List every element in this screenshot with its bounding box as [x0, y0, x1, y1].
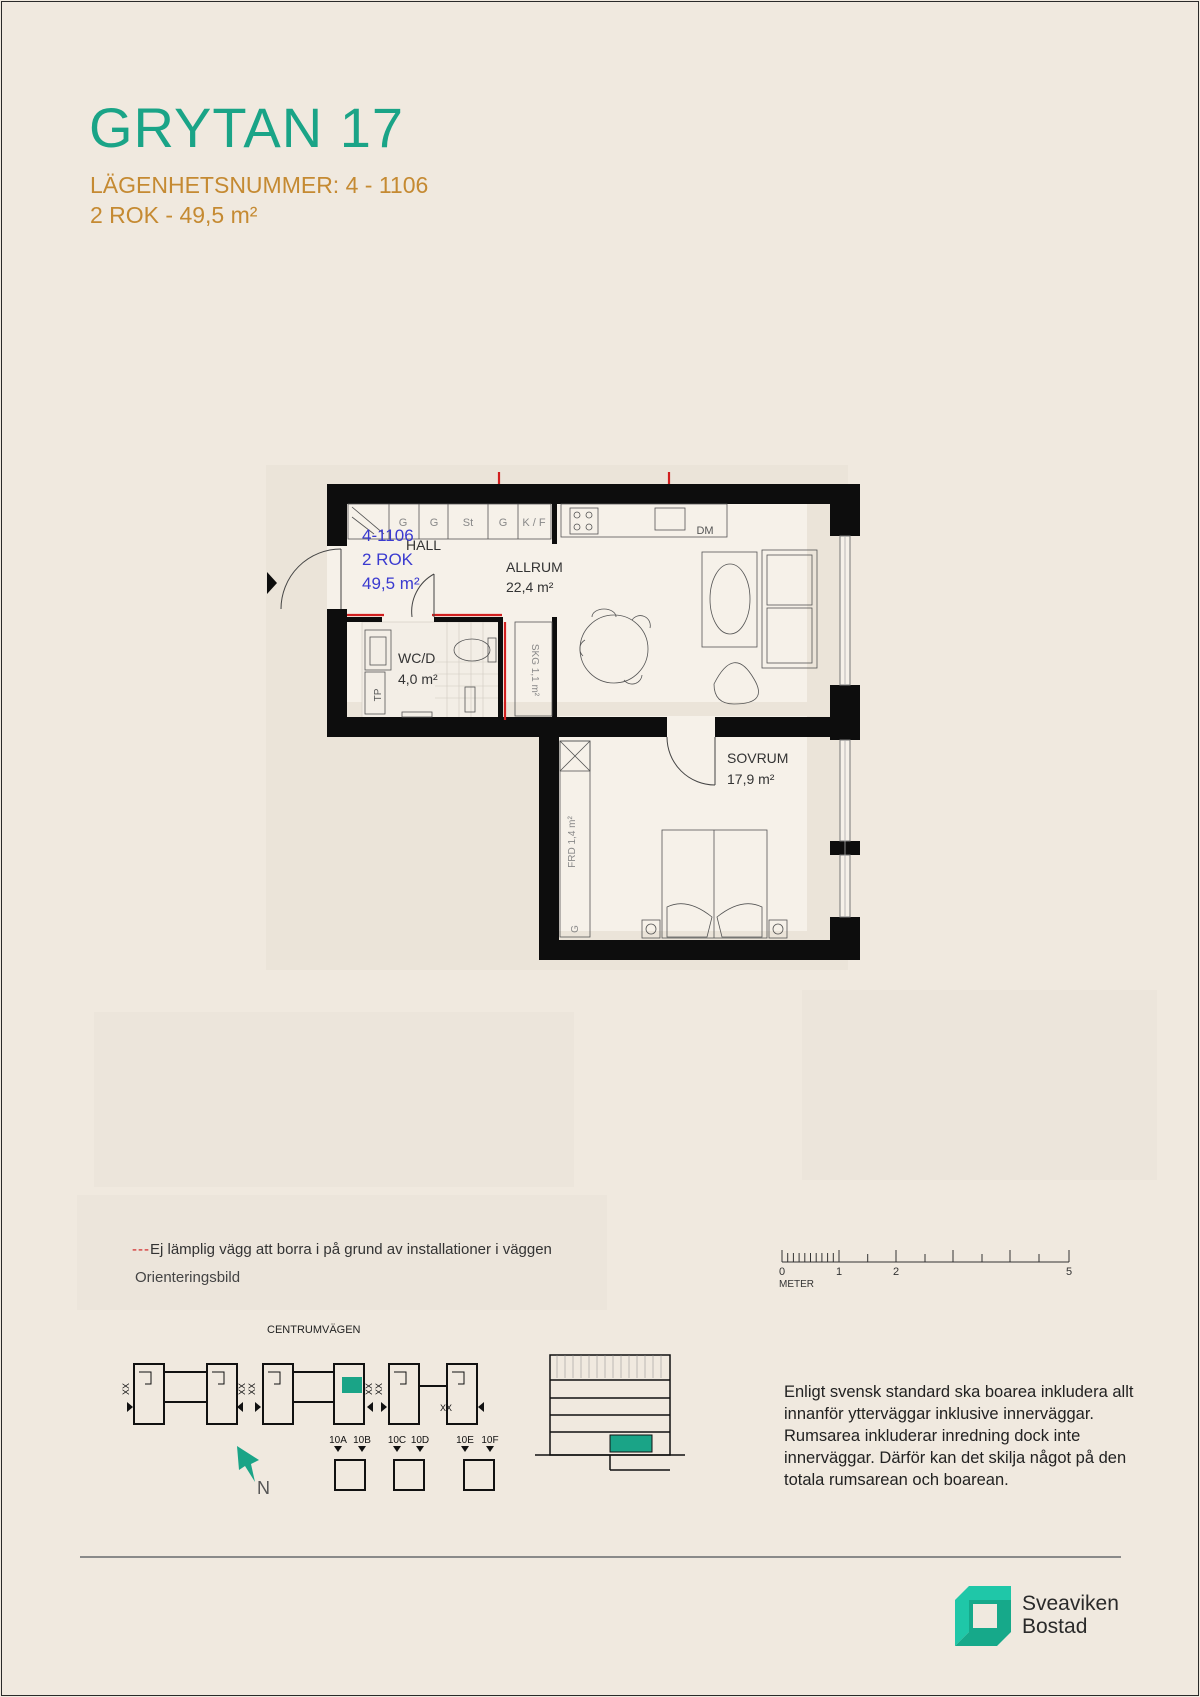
- north-arrow-icon: [237, 1446, 270, 1498]
- footer-divider: [80, 1556, 1121, 1558]
- apartment-size: 2 ROK - 49,5 m²: [90, 202, 258, 228]
- info-line: innerväggar. Därför kan det skilja något på den: [784, 1449, 1127, 1467]
- brand-name-line1: Sveaviken: [1022, 1592, 1119, 1615]
- background-patch: [802, 990, 1157, 1180]
- g-label: G: [570, 925, 581, 933]
- skg-label: SKG 1,1 m²: [529, 643, 540, 697]
- area-info-text: [784, 1381, 1134, 1491]
- brand-name: [1022, 1592, 1119, 1638]
- legend-red-dash: ---: [132, 1241, 150, 1258]
- info-line: Enligt svensk standard ska boarea inkludera allt: [784, 1383, 1134, 1401]
- info-line: Rumsarea inkluderar inredning dock inte: [784, 1427, 1081, 1445]
- kitchen-label: G: [498, 517, 508, 529]
- room-sovrum-area: 17,9 m²: [727, 771, 775, 787]
- xx-mark: XX: [374, 1382, 384, 1395]
- entrance-10f: 10F: [481, 1435, 499, 1446]
- overlay-area: 49,5 m²: [362, 574, 420, 593]
- background-patch: [94, 1012, 574, 1187]
- tp-label: TP: [373, 688, 384, 702]
- kitchen-label: G: [398, 517, 408, 529]
- site-map: [117, 1342, 517, 1502]
- room-wc-name: WC/D: [398, 650, 436, 666]
- scale-bar: [777, 1242, 1077, 1292]
- info-line: innanför ytterväggar inklusive innerväggar.: [784, 1405, 1095, 1423]
- room-hall: HALL: [406, 537, 442, 553]
- xx-mark: XX: [121, 1382, 131, 1395]
- scale-tick-1: 1: [836, 1266, 843, 1278]
- apartment-number: LÄGENHETSNUMMER: 4 - 1106: [90, 172, 429, 198]
- scale-tick-2: 2: [893, 1266, 900, 1278]
- xx-mark: XX: [440, 1403, 453, 1413]
- xx-mark: XX: [247, 1382, 257, 1395]
- floor-plan: [262, 462, 862, 977]
- overlay-type: 2 ROK: [362, 550, 414, 569]
- frd-label: FRD 1,4 m²: [567, 816, 578, 868]
- xx-mark: XX: [364, 1382, 374, 1395]
- scale-tick-5: 5: [1066, 1266, 1073, 1278]
- entrance-10c: 10C: [387, 1435, 407, 1446]
- entrance-10a: 10A: [329, 1435, 347, 1446]
- project-title: GRYTAN 17: [89, 96, 405, 159]
- kitchen-label: K / F: [522, 517, 546, 529]
- scale-unit: METER: [779, 1279, 814, 1290]
- entrance-10e: 10E: [456, 1435, 474, 1446]
- entrance-10d: 10D: [410, 1435, 430, 1446]
- room-allrum-area: 22,4 m²: [506, 579, 554, 595]
- kitchen-label: G: [429, 517, 439, 529]
- kitchen-label: St: [462, 517, 474, 529]
- legend-text: Ej lämplig vägg att borra i på grund av installationer i väggen: [150, 1241, 552, 1258]
- orientation-label: Orienteringsbild: [135, 1269, 241, 1286]
- room-sovrum-name: SOVRUM: [727, 750, 789, 766]
- brand-name-line2: Bostad: [1022, 1615, 1088, 1638]
- street-name: CENTRUMVÄGEN: [267, 1324, 361, 1336]
- legend: [132, 1241, 552, 1258]
- room-wc-area: 4,0 m²: [398, 671, 438, 687]
- north-label: N: [257, 1478, 270, 1498]
- info-line: totala rumsarean och boarean.: [784, 1471, 1009, 1489]
- room-allrum-name: ALLRUM: [506, 559, 563, 575]
- overlay-unit: 4-1106: [362, 526, 414, 545]
- xx-mark: XX: [237, 1382, 247, 1395]
- building-elevation: [535, 1350, 685, 1480]
- dishwasher-label: DM: [696, 525, 714, 537]
- scale-tick-0: 0: [779, 1266, 786, 1278]
- entrance-10b: 10B: [353, 1435, 371, 1446]
- page: [1, 1, 1199, 1696]
